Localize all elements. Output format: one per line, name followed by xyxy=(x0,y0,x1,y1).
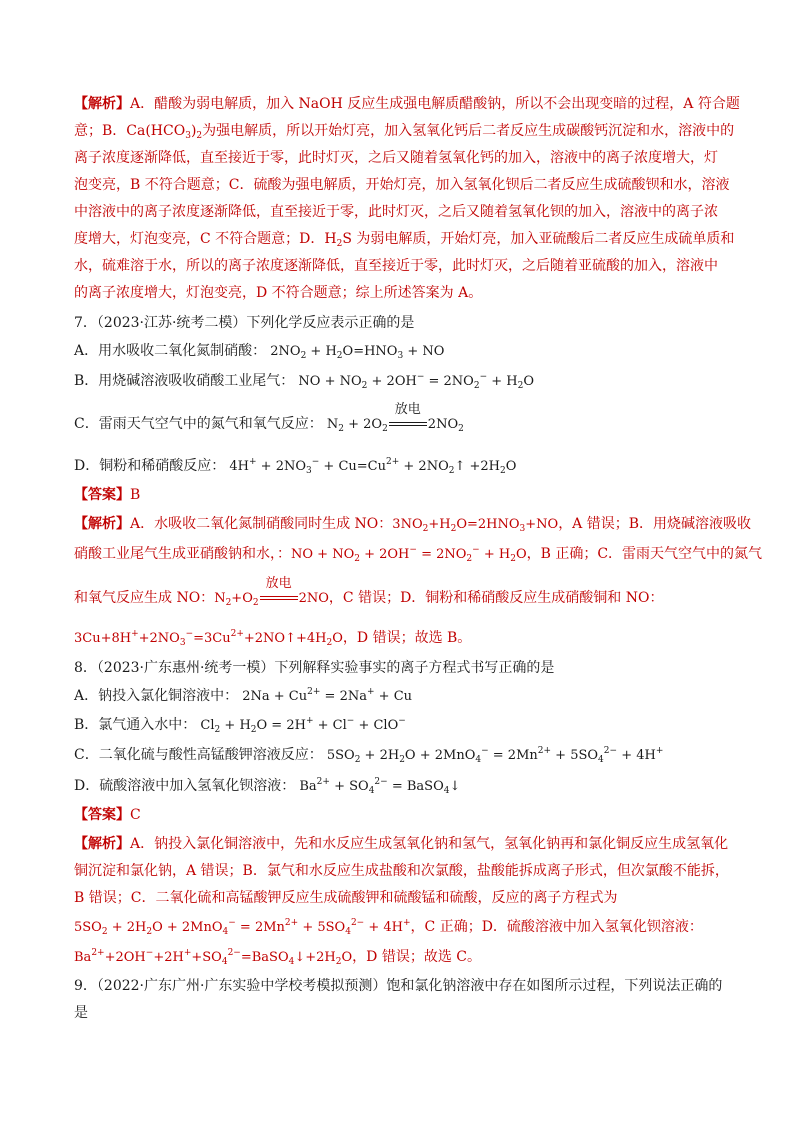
question-8-option-b: B．氯气通入水中： $Cl_2 + H_2O = 2H^+ + Cl^- + ClO^-$ xyxy=(74,716,406,735)
analysis-line: 铜沉淀和氯化钠，A 错误；B．氯气和水反应生成盐酸和次氯酸，盐酸能拆成离子形式，但次氯酸不能拆， xyxy=(74,863,729,879)
question-8-answer: 【答案】C xyxy=(74,807,141,823)
question-7-option-c: C．雷雨天气空气中的氮气和氧气反应： $N_2 + 2O_2$ 放电 $2NO_2$ xyxy=(74,402,464,434)
analysis-line: 泡变亮，B 不符合题意；C．硫酸为强电解质，开始灯亮，加入氢氧化钡后二者反应生成硫酸钡和水，溶液 xyxy=(74,177,730,193)
analysis-line: 水，硫难溶于水，所以的离子浓度逐渐降低，直至接近于零，此时灯灭，之后随着亚硫酸的加入，溶液中 xyxy=(74,258,718,274)
analysis-line: 【解析】A．钠投入氯化铜溶液中，先和水反应生成氢氧化钠和氢气，氢氧化钠再和氯化铜反应生成氢氧化 xyxy=(74,836,729,852)
question-9-stem: 是 xyxy=(74,1005,88,1021)
question-7-option-b: B．用烧碱溶液吸收硝酸工业尾气： NO + $NO_2 + 2OH^- = 2NO_2^- + H_2O$ xyxy=(74,372,535,391)
analysis-line: $3Cu+8H^++2NO_3^-=3Cu^{2+}+2NO↑+4H_2O$，D 错误；故选 B。 xyxy=(74,629,472,648)
question-7-stem: 7．（2023·江苏·统考二模）下列化学反应表示正确的是 xyxy=(74,315,415,331)
question-7-option-d: D．铜粉和稀硝酸反应： $4H^+ + 2NO_3^- + Cu=Cu^{2+}$ + $2NO_2↑ +2H_2O$ xyxy=(74,457,517,476)
analysis-line: B 错误；C．二氧化硫和高锰酸钾反应生成硫酸钾和硫酸锰和硫酸，反应的离子方程式为 xyxy=(74,890,618,906)
analysis-line: 离子浓度逐渐降低，直至接近于零，此时灯灭，之后又随着氢氧化钙的加入，溶液中的离子浓度增大，灯 xyxy=(74,150,718,166)
analysis-line: 度增大，灯泡变亮，C 不符合题意；D．$H_2S$ 为弱电解质，开始灯亮，加入亚硫酸后二者反应生成硫单质和 xyxy=(74,231,735,249)
question-8-option-a: A．钠投入氯化铜溶液中： $2Na + Cu^{2+} = 2Na^+ + Cu$ xyxy=(74,687,413,704)
analysis-line: 【解析】A．水吸收二氧化氮制硝酸同时生成 NO：$3NO_2+H_2O=2HNO_3+NO$，A 错误；B．用烧碱溶液吸收 xyxy=(74,516,752,534)
analysis-line: 硝酸工业尾气生成亚硝酸钠和水，：NO + $NO_2 + 2OH^- = 2NO_2^- + H_2O$，B 正确；C．雷雨天气空气中的氮气 xyxy=(74,545,763,564)
analysis-line: $5SO_2 + 2H_2O + 2MnO_4^- = 2Mn^{2+} + 5SO_4^{2-} + 4H^+$，C 正确；D．硫酸溶液中加入氢氧化钡溶液： xyxy=(74,918,703,937)
analysis-line: 【解析】A．醋酸为弱电解质，加入 NaOH 反应生成强电解质醋酸钠，所以不会出现变暗的过程，A 符合题 xyxy=(74,96,740,112)
analysis-line: 的离子浓度增大，灯泡变亮，D 不符合题意；综上所述答案为 A。 xyxy=(74,285,483,301)
question-8-option-c: C．二氧化硫与酸性高锰酸钾溶液反应： $5SO_2 + 2H_2O + 2MnO_4^- = 2Mn^{2+} + 5SO_4^{2-} + 4H^+$ xyxy=(74,746,664,765)
analysis-line: $Ba^{2+}+2OH^-+2H^++SO_4^{2-}=BaSO_4↓+2H_2O$，D 错误；故选 C。 xyxy=(74,948,482,967)
question-8-stem: 8．（2023·广东惠州·统考一模）下列解释实验事实的离子方程式书写正确的是 xyxy=(74,660,555,676)
question-7-answer: 【答案】B xyxy=(74,487,141,503)
analysis-line: 和氧气反应生成 NO：$N_2+O_2$ 放电 2NO，C 错误；D．铜粉和稀硝酸反应生成硝酸铜和 NO： xyxy=(74,576,664,608)
analysis-line: 意；B．$Ca(HCO_3)_2$为强电解质，所以开始灯亮，加入氢氧化钙后二者反应生成碳酸钙沉淀和水，溶液中的 xyxy=(74,123,735,141)
analysis-line: 中溶液中的离子浓度逐渐降低，直至接近于零，此时灯灭，之后又随着氢氧化钡的加入，溶液中的离子浓 xyxy=(74,204,718,220)
question-8-option-d: D．硫酸溶液中加入氢氧化钡溶液： $Ba^{2+} + SO_4^{2-}$ = BaSO$_4$↓ xyxy=(74,777,461,796)
question-7-option-a: A．用水吸收二氧化氮制硝酸： $2NO_2 + H_2O=HNO_3$ + NO xyxy=(74,343,445,361)
question-9-stem: 9．（2022·广东广州·广东实验中学校考模拟预测）饱和氯化钠溶液中存在如图所示过程，下列说法正确的 xyxy=(74,978,723,994)
